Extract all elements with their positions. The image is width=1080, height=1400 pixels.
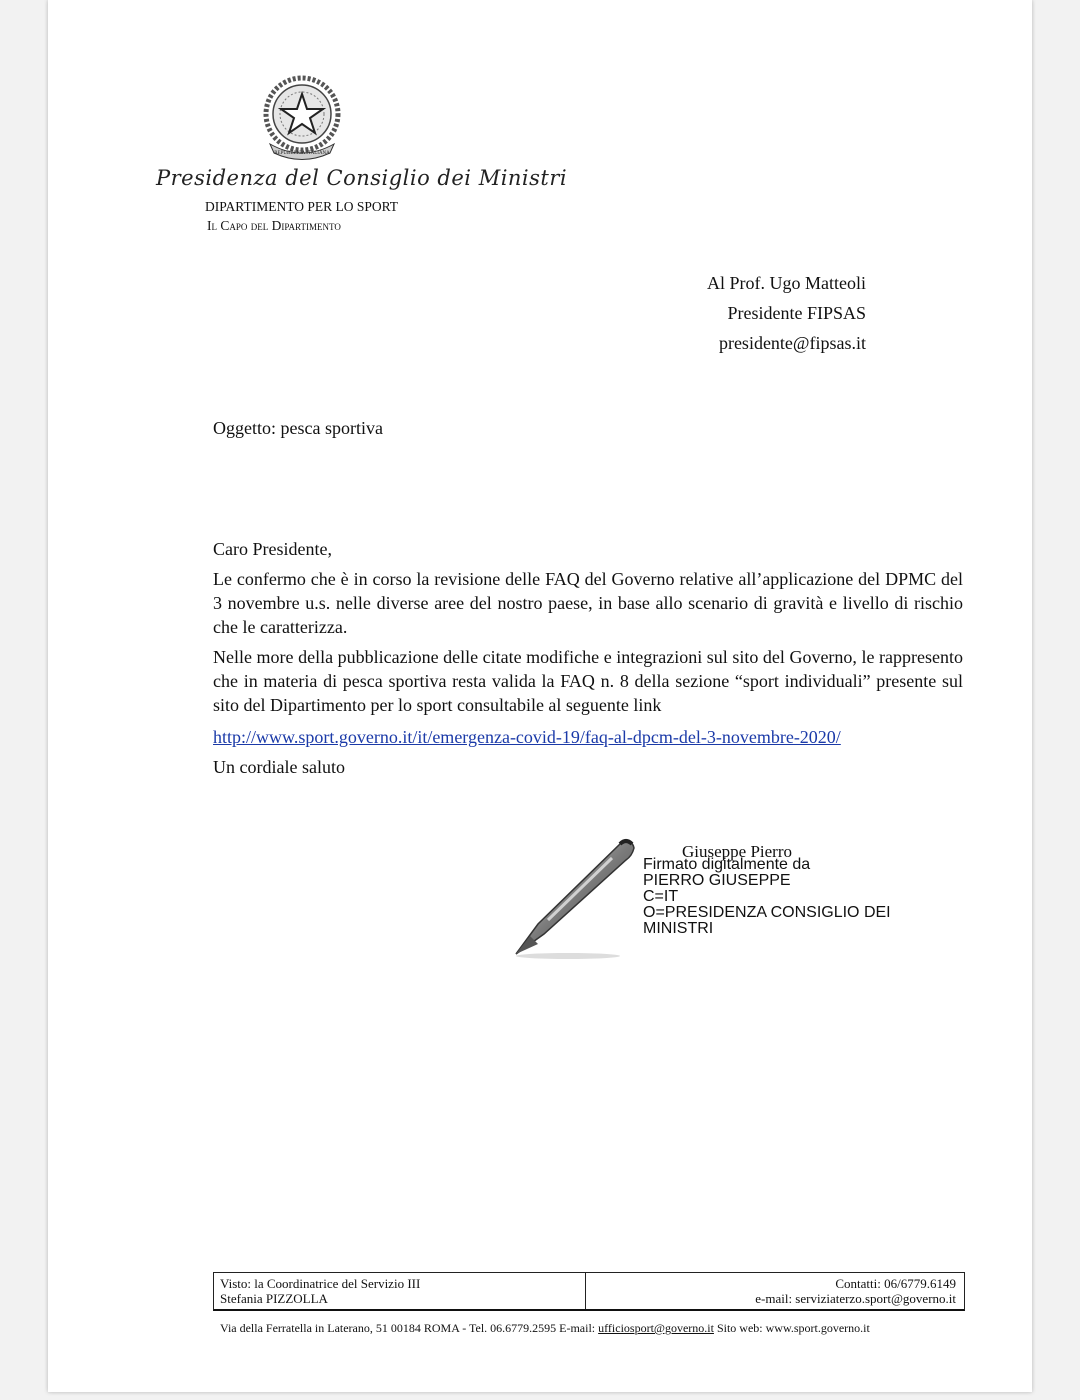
signature-line: C=IT <box>643 888 679 905</box>
pen-icon <box>508 836 638 962</box>
recipient-block <box>707 268 866 358</box>
recipient-email: presidente@fipsas.it <box>718 333 866 353</box>
letter-body <box>213 537 963 785</box>
institution-name: Presidenza del Consiglio dei Ministri <box>156 166 568 190</box>
department-head-title: Il Capo del Dipartimento <box>207 218 341 233</box>
office-address <box>220 1321 870 1336</box>
visto-line: Visto: la Coordinatrice del Servizio III <box>220 1276 421 1291</box>
contacts-cell <box>586 1273 964 1309</box>
body-paragraph-1: Le confermo che è in corso la revisione delle FAQ del Governo relative all’applicazione del DPMC del 3 novembre u.s. nelle diverse aree del nostro paese, in base allo scenario di gravità e livello di rischio che le caratterizza. <box>213 569 963 637</box>
italian-republic-emblem-icon <box>260 74 344 162</box>
recipient-name: Al Prof. Ugo Matteoli <box>707 273 866 293</box>
visto-cell <box>214 1273 586 1309</box>
signature-line: O=PRESIDENZA CONSIGLIO DEI <box>643 904 891 921</box>
signer-name: Giuseppe Pierro <box>682 842 793 861</box>
visto-name: Stefania PIZZOLLA <box>220 1291 328 1306</box>
digital-signature <box>508 836 978 962</box>
recipient-role: Presidente FIPSAS <box>727 303 866 323</box>
emblem-ribbon-text: REPUBBLICA ITALIANA <box>274 151 330 156</box>
contacts-phone: Contatti: 06/6779.6149 <box>835 1276 956 1291</box>
signature-line: PIERRO GIUSEPPE <box>643 872 791 889</box>
salutation: Caro Presidente, <box>213 539 332 559</box>
address-website: Sito web: www.sport.governo.it <box>713 1321 870 1335</box>
address-text: Via della Ferratella in Laterano, 51 00184 ROMA - Tel. 06.6779.2595 E-mail: <box>220 1321 599 1335</box>
faq-link[interactable]: http://www.sport.governo.it/it/emergenza-covid-19/faq-al-dpcm-del-3-novembre-2020/ <box>213 727 841 747</box>
subject-line: Oggetto: pesca sportiva <box>213 418 383 438</box>
letter-page <box>48 0 1032 1392</box>
department-name: DIPARTIMENTO PER LO SPORT <box>205 199 399 214</box>
footer-box <box>213 1272 965 1311</box>
signature-line: Firmato digitalmente da <box>643 856 811 873</box>
closing: Un cordiale saluto <box>213 757 345 777</box>
contacts-email: e-mail: serviziaterzo.sport@governo.it <box>755 1291 956 1306</box>
office-email-link[interactable]: ufficiosport@governo.it <box>598 1321 714 1335</box>
signature-details <box>643 857 891 937</box>
signature-line: MINISTRI <box>643 920 714 937</box>
body-paragraph-2: Nelle more della pubblicazione delle citate modifiche e integrazioni sul sito del Governo, le rappresento che in materia di pesca sportiva resta valida la FAQ n. 8 della sezione “sport individuali” presente sul sito del Dipartimento per lo sport consultabile al seguente link <box>213 647 963 715</box>
